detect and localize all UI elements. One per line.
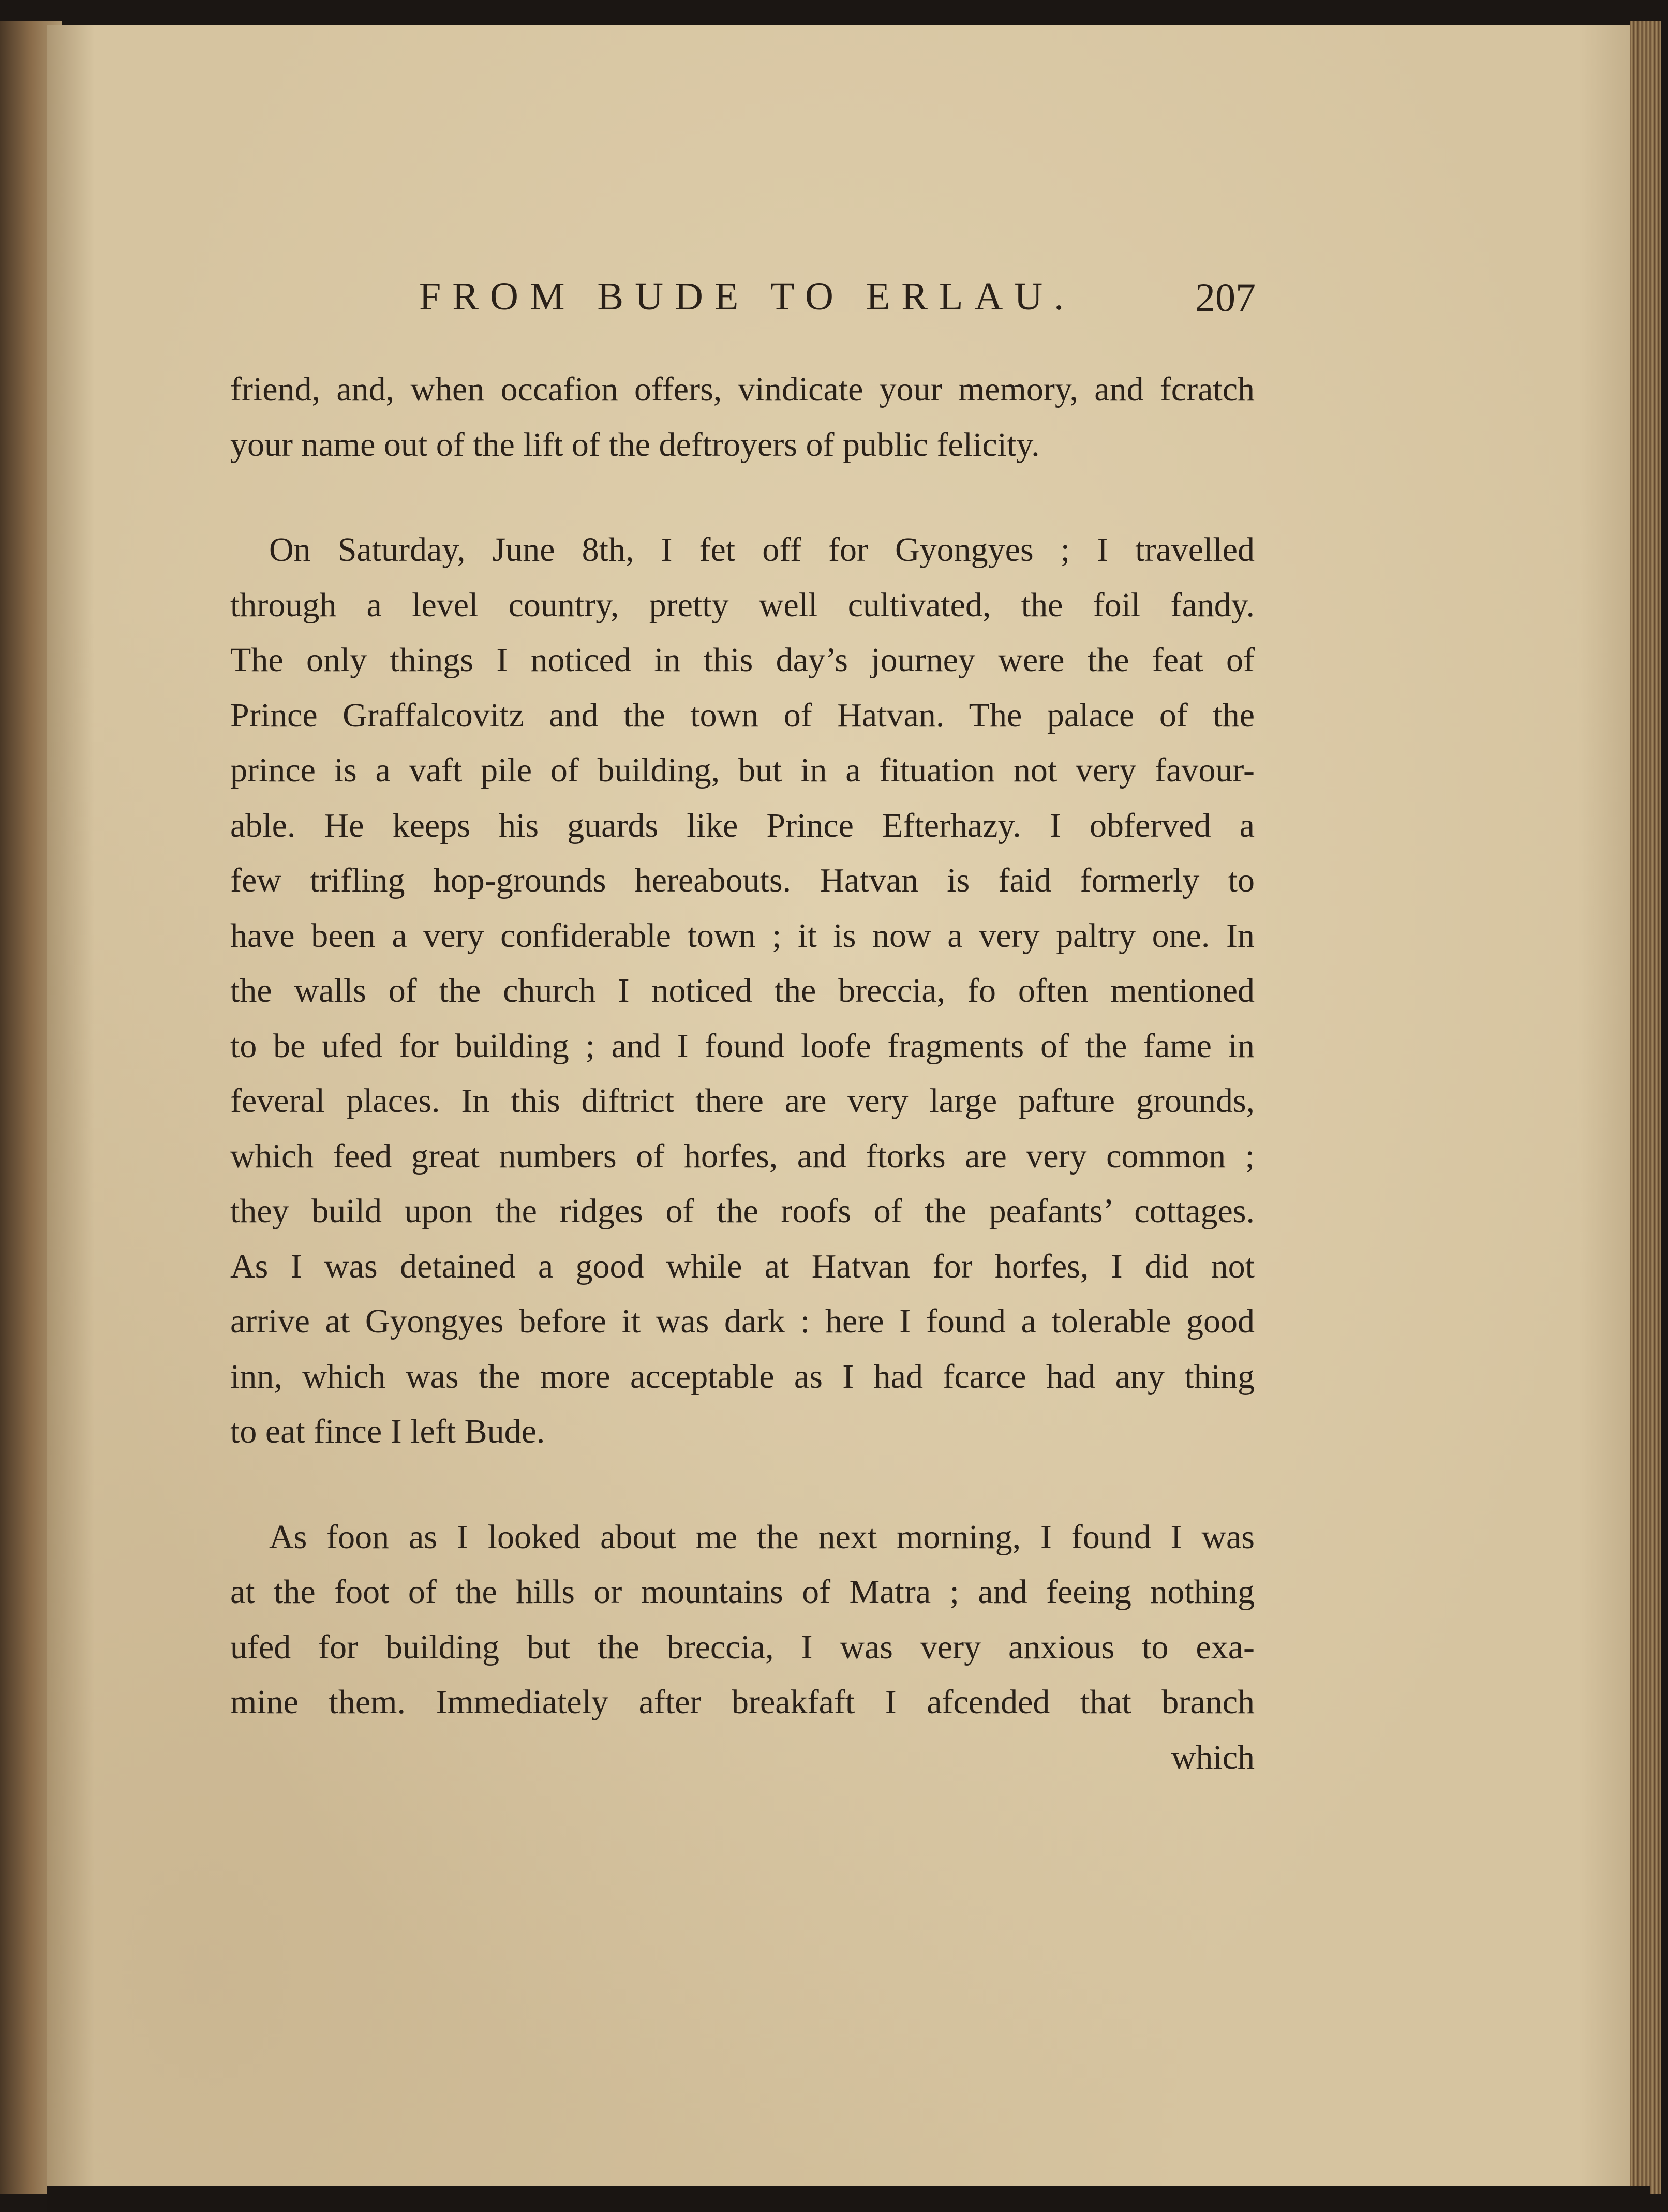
bottom-edge: [47, 2186, 1650, 2212]
text-line: friend, and, when occafion offers, vindicate your memory, and fcratch: [230, 370, 1255, 408]
text-line: few trifling hop-grounds hereabouts. Hatvan is faid formerly to: [230, 862, 1255, 899]
paragraph-gap: [230, 472, 1255, 523]
text-line: As foon as I looked about me the next morning, I found I was: [269, 1518, 1255, 1556]
paragraph-gap: [230, 1460, 1255, 1510]
text-line: able. He keeps his guards like Prince Efterhazy. I obferved a: [230, 806, 1255, 844]
catchword: which: [1171, 1738, 1255, 1776]
text-line: your name out of the lift of the deftroyers of public felicity.: [230, 425, 1040, 464]
text-line: which feed great numbers of horfes, and ftorks are very common ;: [230, 1137, 1255, 1175]
page-fore-edge: [1630, 21, 1661, 2194]
running-title: FROM BUDE TO ERLAU.: [419, 275, 1076, 318]
text-line: they build upon the ridges of the roofs of the peafants’ cottages.: [230, 1192, 1255, 1230]
text-line: inn, which was the more acceptable as I had fcarce had any thing: [230, 1357, 1255, 1396]
text-line: at the foot of the hills or mountains of Matra ; and feeing nothing: [230, 1573, 1255, 1611]
text-line: have been a very confiderable town ; it is now a very paltry one. In: [230, 916, 1255, 955]
text-line: feveral places. In this diftrict there are very large pafture grounds,: [230, 1082, 1255, 1120]
text-line: prince is a vaft pile of building, but in a fituation not very favour-: [230, 751, 1255, 789]
page-header: [228, 274, 1262, 342]
text-line: The only things I noticed in this day’s journey were the feat of: [230, 641, 1255, 679]
text-line: As I was detained a good while at Hatvan for horfes, I did not: [230, 1247, 1255, 1285]
text-line: to eat fince I left Bude.: [230, 1413, 545, 1450]
text-line: mine them. Immediately after breakfaft I afcended that branch: [230, 1683, 1255, 1721]
text-line: ufed for building but the breccia, I was very anxious to exa-: [230, 1628, 1255, 1666]
text-line: arrive at Gyongyes before it was dark : here I found a tolerable good: [230, 1302, 1255, 1340]
text-line: through a level country, pretty well cultivated, the foil fandy.: [230, 586, 1255, 624]
body-text: [230, 362, 1255, 1785]
page-number: 207: [1195, 275, 1256, 320]
text-line: Prince Graffalcovitz and the town of Hatvan. The palace of the: [230, 696, 1255, 734]
text-line: the walls of the church I noticed the breccia, fo often mentioned: [230, 972, 1255, 1009]
text-line: to be ufed for building ; and I found loofe fragments of the fame in: [230, 1027, 1255, 1065]
text-line: On Saturday, June 8th, I fet off for Gyongyes ; I travelled: [269, 531, 1255, 569]
